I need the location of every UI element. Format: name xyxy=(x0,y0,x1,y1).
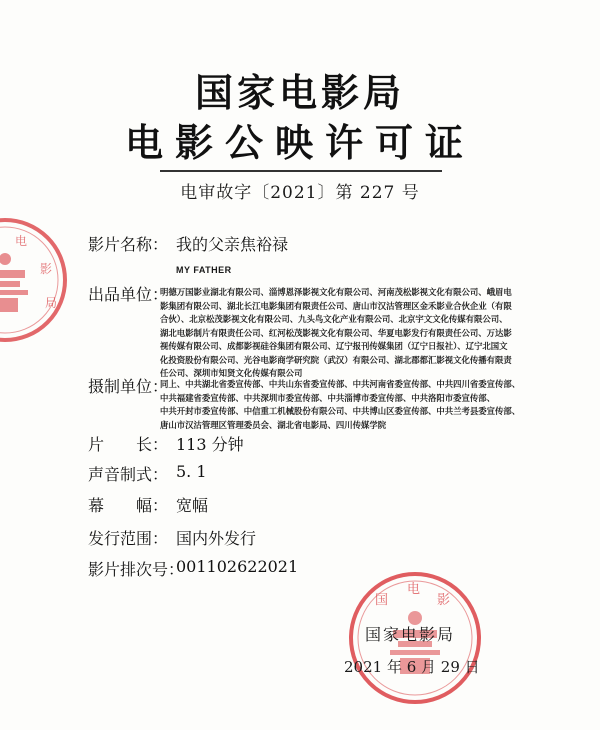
official-seal-left xyxy=(0,215,70,345)
svg-text:电: 电 xyxy=(15,234,28,248)
authority-title: 国家电影局 xyxy=(194,71,405,115)
svg-text:影: 影 xyxy=(437,593,451,608)
producers-line: 明德万国影业湖北有限公司、淄博恩泽影视文化有限公司、河南茂松影视文化有限公司、峨眉电 xyxy=(160,287,512,297)
distribution-label: 发行范围： xyxy=(88,529,169,548)
distribution-value: 国内外发行 xyxy=(176,529,257,548)
producers-line: 湖北电影制片有限责任公司、红河松茂影视文化有限公司、华夏电影发行有限责任公司、万达影 xyxy=(160,327,512,338)
producers-list xyxy=(160,286,560,381)
film-name-label: 影片名称： xyxy=(88,235,169,254)
filming-units-line: 中共福建省委宣传部、中共深圳市委宣传部、中共淄博市委宣传部、中共洛阳市委宣传部、 xyxy=(160,392,495,403)
producers-line: 任公司、深圳市知贤文化传媒有限公司 xyxy=(160,368,303,378)
issuer-signature: 国家电影局 xyxy=(365,625,456,644)
certificate-title: 电影公映许可证 xyxy=(124,121,475,165)
filming-units-list xyxy=(160,378,560,432)
document-number: 电审故字〔2021〕第 227 号 xyxy=(180,183,420,203)
producers-line: 化投资股份有限公司、光谷电影商学研究院（武汉）有限公司、湖北郡都汇影视文化传播有限责 xyxy=(160,354,512,365)
filming-units-line: 同上、中共湖北省委宣传部、中共山东省委宣传部、中共河南省委宣传部、中共四川省委宣传部、 xyxy=(160,379,521,389)
serial-number-label: 影片排次号： xyxy=(88,560,185,579)
svg-text:国: 国 xyxy=(375,593,389,608)
svg-text:电: 电 xyxy=(407,582,421,597)
title-divider xyxy=(160,170,442,172)
svg-text:局: 局 xyxy=(45,296,58,310)
filming-units-line: 唐山市汉沽管理区管理委员会、湖北省电影局、四川传媒学院 xyxy=(160,419,387,430)
producers-line: 影集团有限公司、湖北长江电影集团有限责任公司、唐山市汉沽管理区金禾影业合伙企业（有限 xyxy=(160,300,512,311)
producers-label: 出品单位： xyxy=(88,285,169,304)
filming-units-label: 摄制单位： xyxy=(88,377,169,396)
duration-value: 113 分钟 xyxy=(176,435,244,454)
sound-format-value: 5. 1 xyxy=(176,462,207,481)
duration-label: 片 长： xyxy=(88,435,169,454)
frame-label: 幕 幅： xyxy=(88,496,169,515)
sound-format-label: 声音制式： xyxy=(88,465,169,484)
frame-value: 宽幅 xyxy=(176,496,209,515)
serial-number-value: 001102622021 xyxy=(176,557,299,576)
filming-units-line: 中共开封市委宣传部、中信重工机械股份有限公司、中共博山区委宣传部、中共兰考县委宣传部、 xyxy=(160,406,521,416)
producers-line: 合伙）、北京松茂影视文化有限公司、九头鸟文化产业有限公司、北京宇文文化传媒有限公司、 xyxy=(160,314,508,324)
film-name-value: 我的父亲焦裕禄 xyxy=(176,235,289,254)
film-name-english: MY FATHER xyxy=(176,265,232,275)
svg-text:影: 影 xyxy=(40,262,53,276)
producers-line: 视传媒有限公司、成都影视硅谷集团有限公司、辽宁报刊传媒集团（辽宁日报社）、辽宁北国文 xyxy=(160,341,508,351)
issue-date: 2021 年 6 月 29 日 xyxy=(344,658,480,676)
